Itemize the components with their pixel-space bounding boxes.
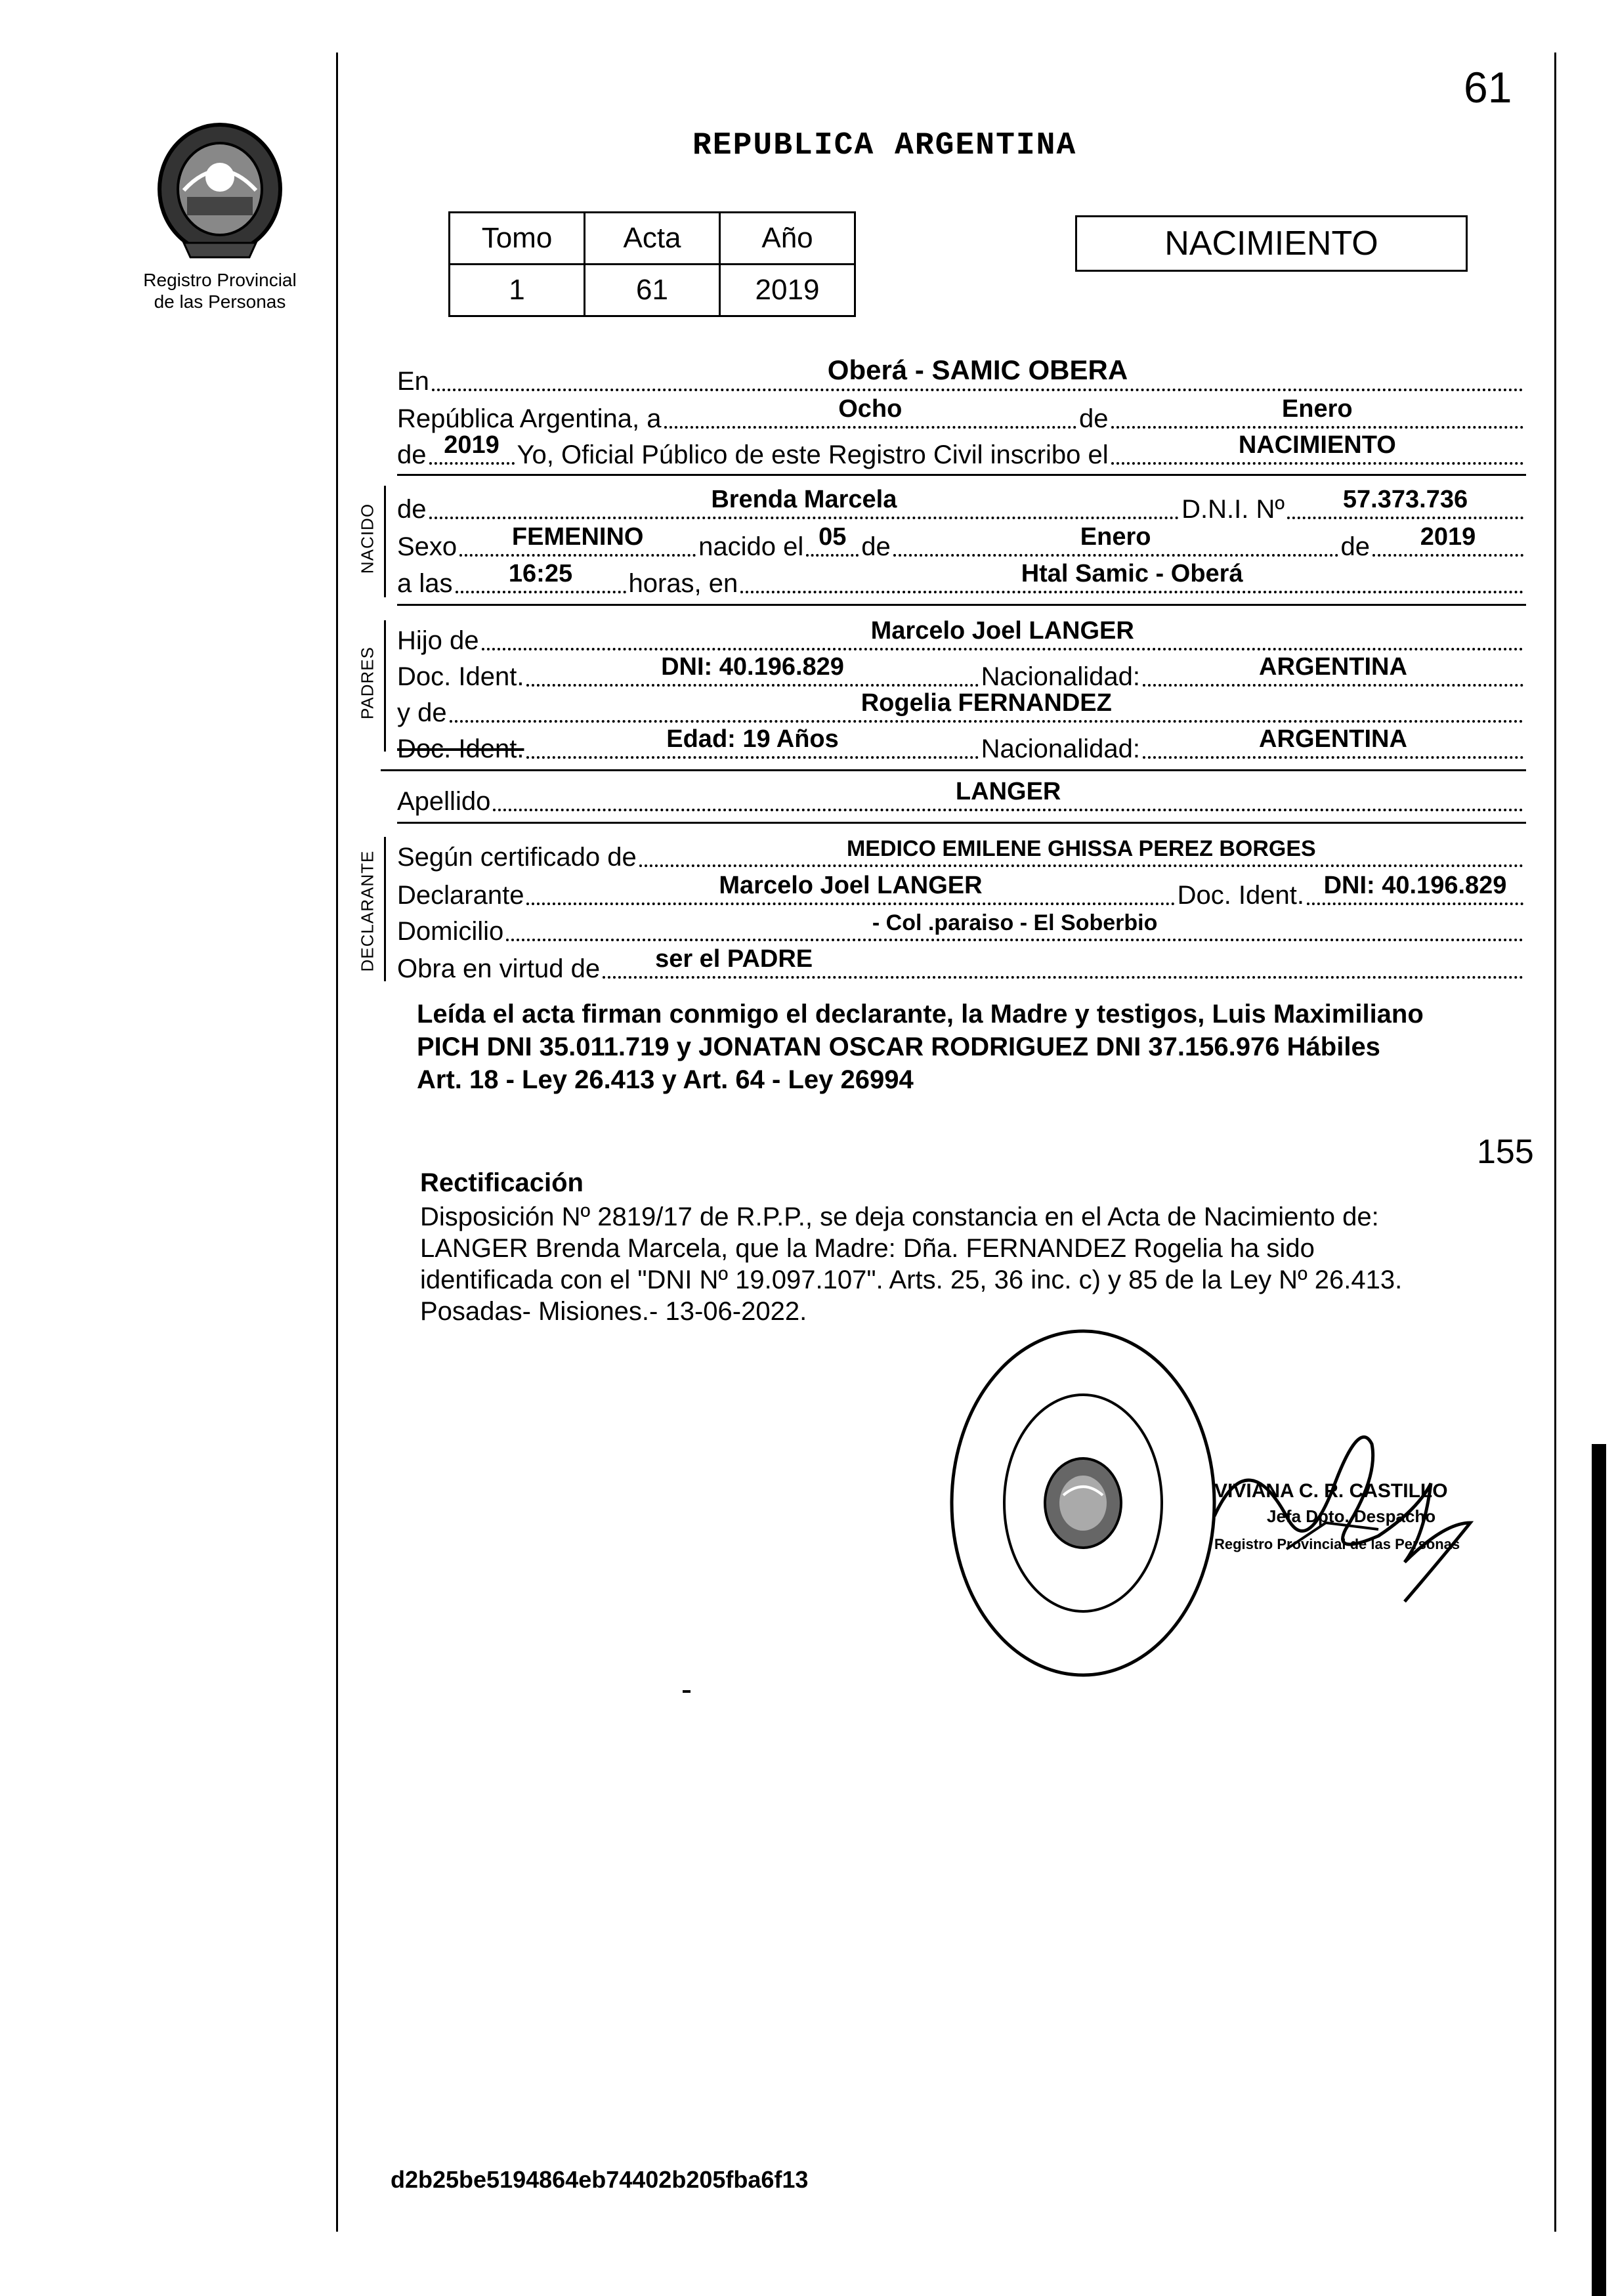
padres-bracket <box>384 620 386 752</box>
nombre-value: Brenda Marcela <box>711 486 897 513</box>
right-edge-bar <box>1592 1444 1606 2296</box>
dia-value: Ocho <box>838 395 903 423</box>
hora-value: 16:25 <box>508 560 573 587</box>
inscribo-value: NACIMIENTO <box>1238 431 1396 459</box>
table-value-anio: 2019 <box>720 265 855 316</box>
rectificacion-text <box>420 1201 1523 1327</box>
en-value: Oberá - SAMIC OBERA <box>827 354 1128 385</box>
tomo-acta-table <box>448 211 856 317</box>
padre-nac-value: ARGENTINA <box>1259 653 1407 681</box>
rectificacion-title: Rectificación <box>420 1168 584 1197</box>
domicilio-label: Domicilio <box>397 917 504 946</box>
certificado-value: MEDICO EMILENE GHISSA PEREZ BORGES <box>846 836 1316 861</box>
sexo-label: Sexo <box>397 532 457 561</box>
madre-nac-value: ARGENTINA <box>1259 725 1407 753</box>
nacionalidad-label-2: Nacionalidad: <box>981 734 1140 763</box>
right-margin-line <box>1554 53 1556 2232</box>
row-sexo <box>397 523 1526 562</box>
small-mark <box>683 1690 691 1693</box>
row-republica <box>397 395 1526 434</box>
doc-value-declarante: DNI: 40.196.829 <box>1323 872 1507 899</box>
row-en <box>397 354 1526 396</box>
row-hora <box>397 560 1526 599</box>
left-margin-line <box>336 53 338 2232</box>
table-header-anio: Año <box>720 213 855 265</box>
a-las-label: a las <box>397 569 453 598</box>
rectificacion-line-1: Disposición Nº 2819/17 de R.P.P., se deja constancia en el Acta de Nacimiento de: <box>420 1202 1379 1231</box>
anio-value: 2019 <box>444 431 500 459</box>
certificado-label: Según certificado de <box>397 843 637 872</box>
logo-caption-line-1: Registro Provincial <box>143 270 297 290</box>
row-padre-doc <box>397 653 1526 692</box>
separator-2 <box>397 604 1526 606</box>
separator-4 <box>397 822 1526 824</box>
separator-3 <box>381 769 1526 771</box>
nacionalidad-label: Nacionalidad: <box>981 662 1140 691</box>
nacido-el-label: nacido el <box>698 532 804 561</box>
anio-nac-value: 2019 <box>1420 523 1476 551</box>
row-nombre <box>397 486 1526 524</box>
dni-label: D.N.I. Nº <box>1181 495 1285 524</box>
en-label: En <box>397 367 429 396</box>
separator-1 <box>397 474 1526 476</box>
signer-name: VIVIANA C. R. CASTILLO <box>1214 1480 1448 1502</box>
dni-value: 57.373.736 <box>1342 486 1468 513</box>
apellido-value: LANGER <box>955 778 1061 805</box>
row-apellido <box>397 778 1526 817</box>
obra-label: Obra en virtud de <box>397 954 601 983</box>
doc-label-declarante: Doc. Ident. <box>1177 881 1304 910</box>
declarante-label: Declarante <box>397 881 524 910</box>
rectificacion-line-2: LANGER Brenda Marcela, que la Madre: Dña. FERNANDEZ Rogelia ha sido <box>420 1234 1315 1263</box>
signer-org: Registro Provincial de las Personas <box>1214 1536 1460 1552</box>
row-certificado <box>397 837 1526 872</box>
closing-paragraph <box>417 998 1533 1096</box>
inscribo-text: Yo, Oficial Público de este Registro Civil inscribo el <box>517 440 1109 469</box>
nacimiento-box: NACIMIENTO <box>1075 215 1468 272</box>
province-logo <box>144 112 295 263</box>
row-inscribo <box>397 431 1526 470</box>
hijo-de-label: Hijo de <box>397 626 479 655</box>
logo-caption-line-2: de las Personas <box>154 291 286 312</box>
mes-nac-value: Enero <box>1080 523 1151 551</box>
row-declarante <box>397 872 1526 910</box>
table-header-tomo: Tomo <box>450 213 585 265</box>
domicilio-value: - Col .paraiso - El Soberbio <box>872 910 1158 935</box>
row-madre-doc <box>397 725 1526 764</box>
y-de-label: y de <box>397 698 447 727</box>
de-label-nac: de <box>861 532 891 561</box>
de-label-nac-2: de <box>1340 532 1370 561</box>
mes-value: Enero <box>1281 395 1353 423</box>
madre-value: Rogelia FERNANDEZ <box>861 689 1112 717</box>
madre-doc-value: Edad: 19 Años <box>666 725 839 753</box>
declarante-section-label: DECLARANTE <box>357 850 377 972</box>
de-label: de <box>1079 404 1109 433</box>
obra-value: ser el PADRE <box>655 945 813 973</box>
official-seal <box>945 1326 1221 1680</box>
doc-ident-label: Doc. Ident. <box>397 662 524 691</box>
padre-doc-value: DNI: 40.196.829 <box>661 653 844 681</box>
closing-line-1: Leída el acta firman conmigo el declarante, la Madre y testigos, Luis Maximiliano <box>417 1000 1424 1029</box>
row-obra <box>397 945 1526 984</box>
rectificacion-line-3: identificada con el "DNI Nº 19.097.107". Arts. 25, 36 inc. c) y 85 de la Ley Nº 26.413. <box>420 1265 1403 1294</box>
nacido-bracket <box>384 486 386 597</box>
signer-role: Jefa Dpto. Despacho <box>1267 1506 1436 1526</box>
apellido-label: Apellido <box>397 787 491 816</box>
table-value-row <box>450 265 855 316</box>
closing-line-3: Art. 18 - Ley 26.413 y Art. 64 - Ley 26994 <box>417 1065 914 1094</box>
nacido-section-label: NACIDO <box>357 503 377 574</box>
row-y-de <box>397 689 1526 728</box>
nombre-de-label: de <box>397 495 427 524</box>
horas-en-label: horas, en <box>628 569 738 598</box>
declarante-value: Marcelo Joel LANGER <box>719 872 983 899</box>
document-hash: d2b25be5194864eb74402b205fba6f13 <box>391 2166 809 2193</box>
table-header-row <box>450 213 855 265</box>
doc-ident-label-2: Doc. Ident. <box>397 734 524 763</box>
row-hijo-de <box>397 617 1526 656</box>
table-value-acta: 61 <box>585 265 720 316</box>
padre-value: Marcelo Joel LANGER <box>870 617 1134 645</box>
declarante-bracket <box>384 837 386 981</box>
table-value-tomo: 1 <box>450 265 585 316</box>
lugar-value: Htal Samic - Oberá <box>1021 560 1243 587</box>
table-header-acta: Acta <box>585 213 720 265</box>
page-number: 61 <box>1464 63 1512 112</box>
sexo-value: FEMENINO <box>511 523 644 551</box>
logo-caption <box>112 269 328 312</box>
closing-line-2: PICH DNI 35.011.719 y JONATAN OSCAR RODRIGUEZ DNI 37.156.976 Hábiles <box>417 1032 1380 1061</box>
row-domicilio <box>397 911 1526 946</box>
de-label-2: de <box>397 440 427 469</box>
dia-nac-value: 05 <box>819 523 847 551</box>
padres-section-label: PADRES <box>357 647 377 719</box>
rectificacion-line-4: Posadas- Misiones.- 13-06-2022. <box>420 1297 807 1326</box>
rectificacion-number: 155 <box>1477 1133 1534 1171</box>
republica-label: República Argentina, a <box>397 404 662 433</box>
document-title: REPUBLICA ARGENTINA <box>692 128 1077 163</box>
